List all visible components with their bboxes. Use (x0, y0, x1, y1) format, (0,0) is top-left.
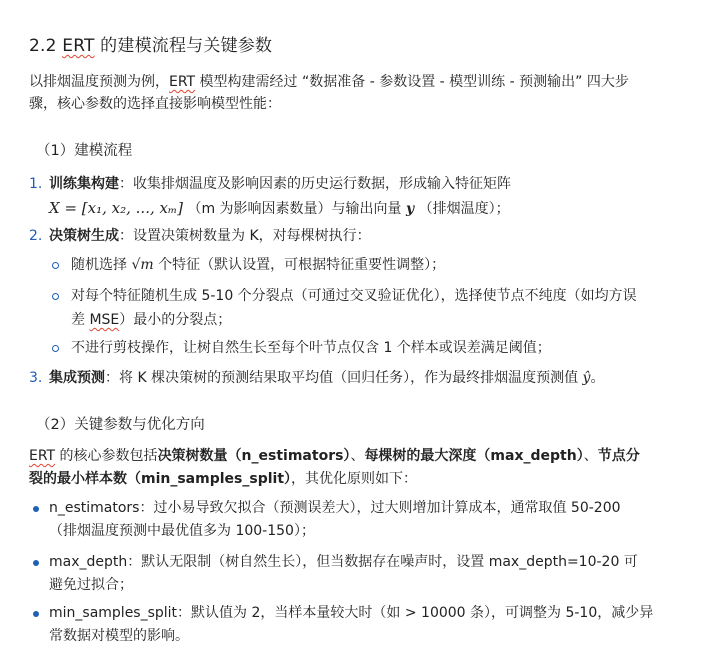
math-vector: y (406, 201, 415, 217)
spellcheck-word: ERT (29, 448, 56, 464)
math-sqrt: √m (131, 257, 154, 273)
list-item-step-2: 2. 决策树生成：设置决策树数量为 K，对每棵树执行： (29, 224, 689, 248)
list-number: 2. (29, 228, 43, 244)
list-number: 3. (29, 370, 43, 386)
bullet-dot-icon (33, 506, 39, 512)
circle-bullet-icon (52, 262, 59, 269)
bullet-dot-icon (33, 560, 39, 566)
bullet-item-min-samples-split: min_samples_split：默认值为 2，当样本量较大时（如 > 10000 条），可调整为 5-10，减少异 常数据对模型的影响。 (29, 602, 689, 648)
subsection-title-1: （1）建模流程 (36, 143, 133, 159)
intro-paragraph: 以排烟温度预测为例，ERT 模型构建需经过 “数据准备 - 参数设置 - 模型训练 - 预测输出” 四大步 骤，核心参数的选择直接影响模型性能： (29, 74, 629, 112)
math-y-hat: ŷ (582, 370, 591, 386)
spellcheck-word: ERT (169, 74, 196, 90)
circle-bullet-icon (52, 293, 59, 300)
sub-list-item: 随机选择 √m 个特征（默认设置，可根据特征重要性调整）； (52, 253, 692, 277)
list-number: 1. (29, 176, 43, 192)
subsection-title-2: （2）关键参数与优化方向 (36, 417, 205, 433)
sub-list-item: 不进行剪枝操作，让树自然生长至每个叶节点仅含 1 个样本或误差满足阈值； (52, 336, 692, 360)
bullet-dot-icon (33, 611, 39, 617)
list-item-step-3: 3. 集成预测：将 K 棵决策树的预测结果取平均值（回归任务），作为最终排烟温度预测值 ŷ。 (29, 366, 689, 390)
sub-list-item: 对每个特征随机生成 5-10 个分裂点（可通过交叉验证优化），选择使节点不纯度（如均方误 差 MSE）最小的分裂点； (52, 284, 692, 332)
spellcheck-word: ERT (62, 36, 95, 56)
bullet-item-max-depth: max_depth：默认无限制（树自然生长），但当数据存在噪声时，设置 max_depth=10-20 可 避免过拟合； (29, 551, 689, 597)
circle-bullet-icon (52, 345, 59, 352)
bullet-item-n-estimators: n_estimators：过小易导致欠拟合（预测误差大），过大则增加计算成本，通常取值 50-200 （排烟温度预测中最优值多为 100-150）； (29, 497, 689, 543)
spellcheck-word: MSE (89, 312, 120, 328)
math-matrix: X = [x₁, x₂, ..., xₘ] (49, 199, 184, 217)
list-item-step-1: 1. 训练集构建：收集排烟温度及影响因素的历史运行数据，形成输入特征矩阵 X = [x₁, x₂, ..., xₘ] （m 为影响因素数量）与输出向量 y （排烟温度）； (29, 172, 689, 221)
params-paragraph: ERT 的核心参数包括决策树数量（n_estimators）、每棵树的最大深度（max_depth）、节点分 裂的最小样本数（min_samples_split），其优化原则如下： (29, 448, 640, 487)
section-heading: 2.2 ERT 的建模流程与关键参数 (29, 36, 273, 56)
